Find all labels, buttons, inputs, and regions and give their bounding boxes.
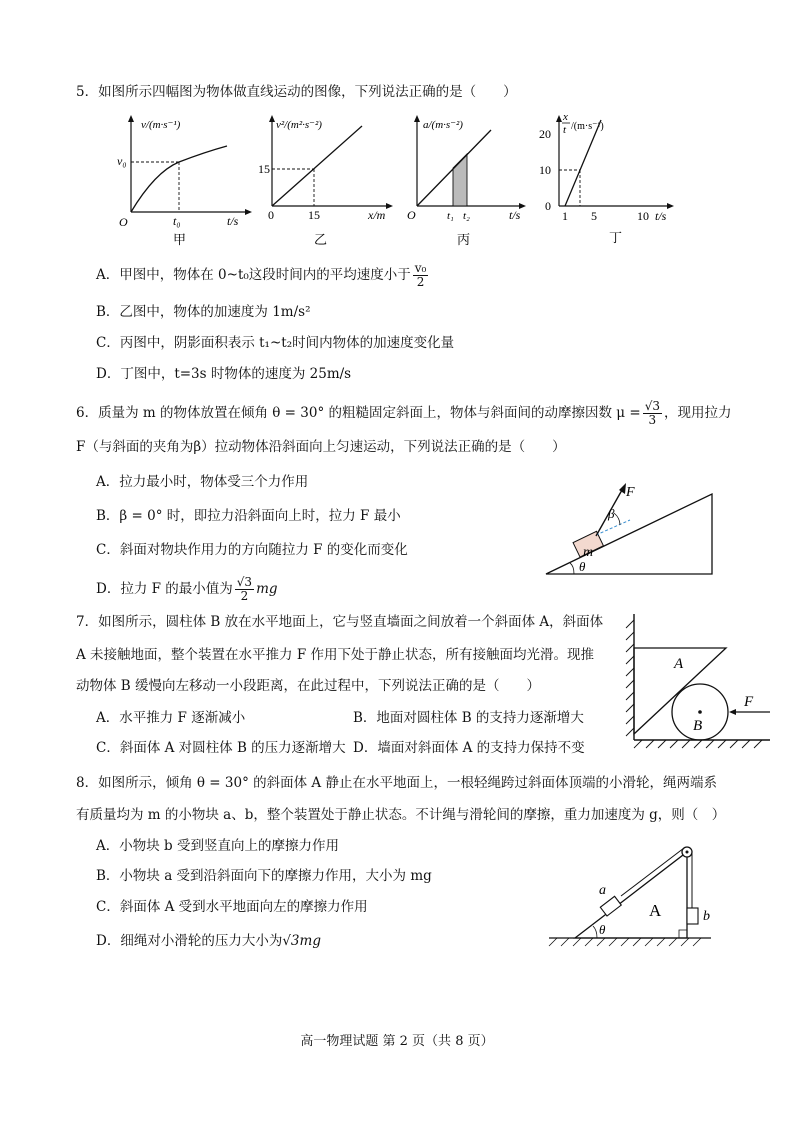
graph-ding-xtick-10: 10	[637, 209, 649, 223]
q8-option-a: A．小物块 b 受到竖直向上的摩擦力作用	[96, 838, 339, 854]
graph-yi-ylabel: v²/(m²·s⁻²)	[276, 119, 322, 131]
q7-label-a: A	[674, 656, 684, 672]
q5-option-b: B．乙图中，物体的加速度为 1m/s²	[96, 304, 311, 320]
graph-ding-ytick-0: 0	[545, 199, 551, 213]
q7-option-b: B．地面对圆柱体 B 的支持力逐渐增大	[353, 710, 584, 726]
q7-label-b: B	[693, 718, 703, 734]
graph-jia-xlabel: t/s	[227, 214, 239, 228]
q6-option-c: C．斜面对物块作用力的方向随拉力 F 的变化而变化	[96, 542, 408, 558]
graph-ding-name: 丁	[609, 230, 623, 245]
q8-line1: 8．如图所示，倾角 θ = 30° 的斜面体 A 静止在水平地面上，一根轻绳跨过斜面体顶端的小滑轮，绳两端系	[76, 775, 717, 791]
q7-line3: 动物体 B 缓慢向左移动一小段距离，在此过程中，下列说法正确的是（ ）	[76, 678, 541, 694]
q6-force-label: F	[626, 485, 635, 500]
q8-line2: 有质量均为 m 的小物块 a、b，整个装置处于静止状态。不计绳与滑轮间的摩擦，重力加速度为 g，则（ ）	[76, 807, 726, 823]
graph-bing-origin: O	[407, 208, 416, 222]
q7-line1: 7．如图所示，圆柱体 B 放在水平地面上，它与竖直墙面之间放着一个斜面体 A，斜面体	[76, 614, 604, 630]
graph-yi-xlabel: x/m	[368, 208, 386, 222]
graph-ding-ylabel-top: x	[563, 111, 568, 123]
graph-bing	[405, 112, 535, 247]
q6-figure	[540, 478, 720, 580]
graph-ding-xtick-1: 1	[562, 209, 568, 223]
q6-option-a: A．拉力最小时，物体受三个力作用	[96, 474, 309, 490]
graph-jia-name: 甲	[173, 232, 187, 247]
q8-label-b: b	[703, 909, 710, 924]
graph-ding-xtick-5: 5	[591, 209, 597, 223]
q6-beta-label: β	[608, 506, 615, 521]
q7-force-label: F	[744, 694, 754, 710]
q8-option-b: B．小物块 a 受到沿斜面向下的摩擦力作用，大小为 mg	[96, 868, 432, 884]
q8-option-c: C．斜面体 A 受到水平地面向左的摩擦力作用	[96, 899, 368, 915]
graph-jia	[115, 112, 255, 247]
graph-bing-xlabel: t/s	[509, 208, 521, 222]
page-footer: 高一物理试题 第 2 页（共 8 页）	[300, 1034, 494, 1049]
q8-theta-label: θ	[599, 922, 606, 937]
q7-figure	[620, 612, 772, 748]
graph-ding-ytick-20: 20	[539, 127, 551, 141]
graph-yi-name: 乙	[314, 232, 328, 247]
q5-option-a: A．甲图中，物体在 0~t₀这段时间内的平均速度小于 $\frac{\text{v₀}}{2}$	[96, 261, 427, 289]
graph-yi	[258, 112, 402, 247]
q6-line2: F（与斜面的夹角为β）拉动物体沿斜面向上匀速运动，下列说法正确的是（ ）	[76, 439, 566, 455]
q6-line1: 6．质量为 m 的物体放置在倾角 θ = 30° 的粗糙固定斜面上，物体与斜面间的动摩擦因数 μ = $\frac{√3}{3}$ ，现用拉力	[76, 399, 732, 427]
graph-bing-ylabel: a/(m·s⁻²)	[423, 119, 463, 131]
graph-yi-origin: 0	[268, 208, 274, 222]
graph-ding-xlabel: t/s	[655, 209, 667, 223]
graph-jia-origin: O	[119, 215, 128, 229]
q7-option-c: C．斜面体 A 对圆柱体 B 的压力逐渐增大	[96, 740, 346, 756]
q5-option-d: D．丁图中，t=3s 时物体的速度为 25m/s	[96, 366, 352, 382]
q7-option-d: D．墙面对斜面体 A 的支持力保持不变	[353, 740, 585, 756]
q6-option-b: B．β = 0° 时，即拉力沿斜面向上时，拉力 F 最小	[96, 508, 401, 524]
graph-yi-ymark: 15	[258, 162, 270, 176]
q5-stem: 5．如图所示四幅图为物体做直线运动的图像，下列说法正确的是（ ）	[76, 84, 517, 100]
graph-bing-t2: t₂	[463, 210, 470, 222]
q7-line2: A 未接触地面，整个装置在水平推力 F 作用下处于静止状态，所有接触面均光滑。现推	[76, 647, 594, 663]
graph-ding-ylabel-bottom: t	[563, 124, 567, 136]
graph-bing-t1: t₁	[447, 210, 454, 222]
graph-jia-ylabel: v/(m·s⁻¹)	[141, 119, 181, 131]
graph-ding	[535, 108, 685, 245]
q6-block-label: m	[583, 545, 594, 560]
graph-jia-ymark: v₀	[117, 154, 127, 168]
graph-bing-name: 丙	[457, 232, 471, 247]
q8-option-d: D．细绳对小滑轮的压力大小为√3mg	[96, 933, 321, 949]
q6-theta-label: θ	[579, 559, 586, 574]
graph-ding-ytick-10: 10	[539, 163, 551, 177]
graph-yi-xmark: 15	[308, 208, 320, 222]
q8-label-big-a: A	[649, 901, 662, 920]
q5-option-c: C．丙图中，阴影面积表示 t₁~t₂时间内物体的加速度变化量	[96, 335, 455, 351]
q6-option-d: D．拉力 F 的最小值为 $\frac{√3}{2}$ mg	[96, 575, 278, 603]
q7-option-a: A．水平推力 F 逐渐减小	[96, 710, 246, 726]
q8-figure	[545, 838, 721, 948]
graph-jia-xmark: t₀	[173, 214, 181, 228]
q8-label-a-small: a	[599, 883, 606, 898]
graph-ding-ylabel-unit: /(m·s⁻¹)	[571, 121, 604, 132]
